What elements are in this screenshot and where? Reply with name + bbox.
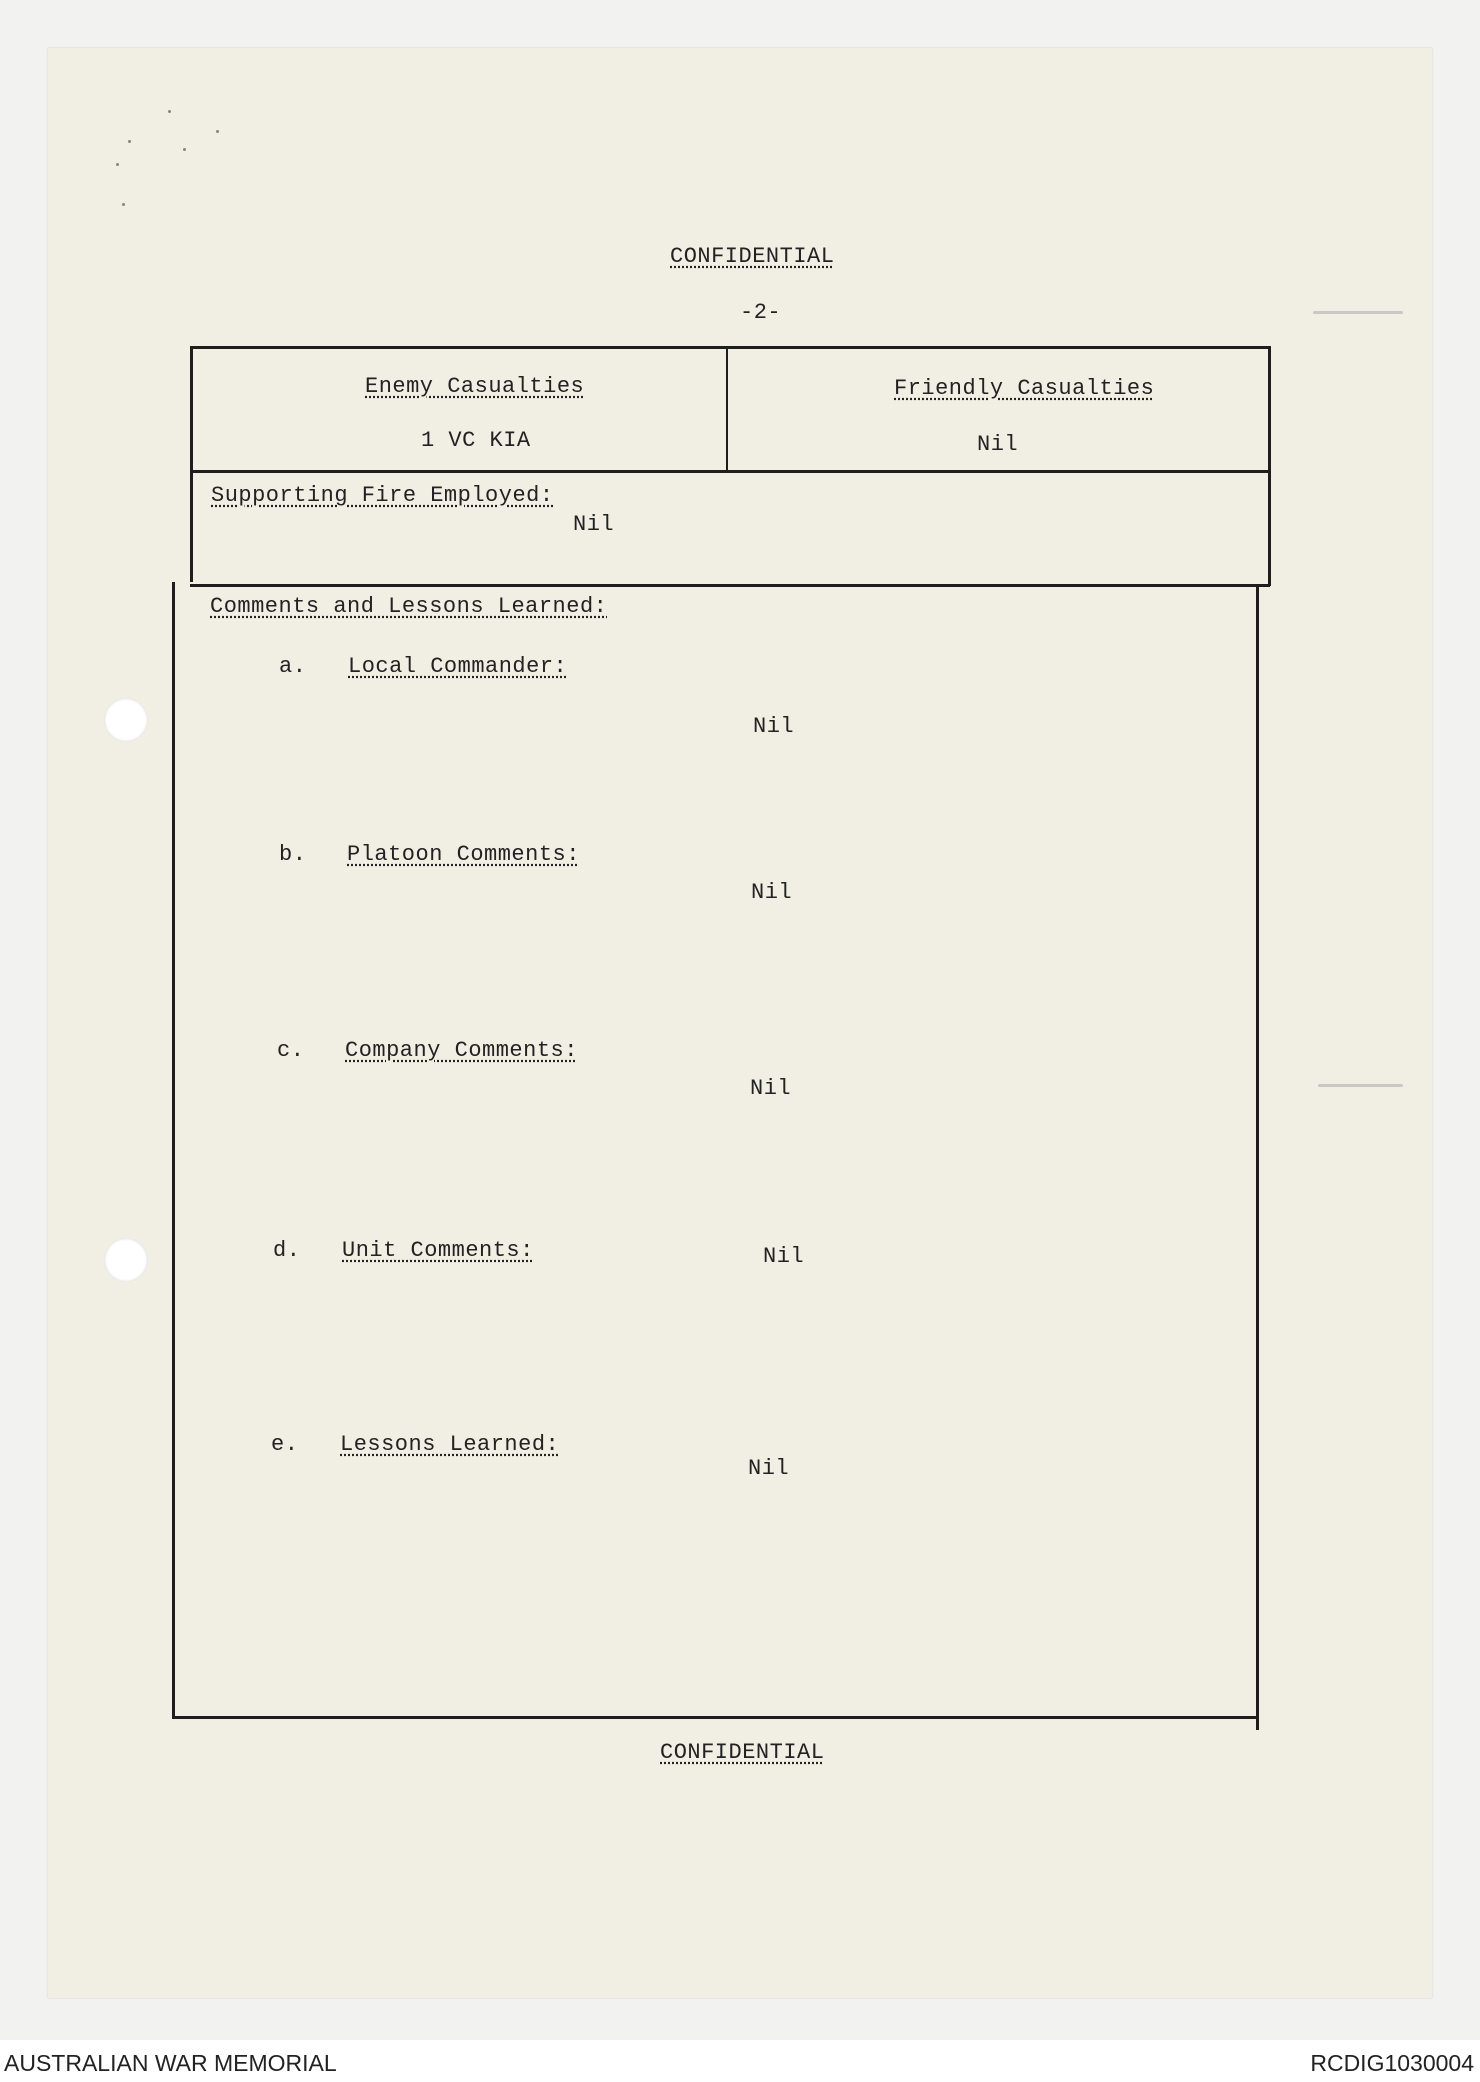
table-bottom-border: [172, 1716, 1259, 1719]
company-comments-value: Nil: [750, 1076, 792, 1101]
document-page: [48, 48, 1432, 1998]
table-left-border-lower: [172, 582, 175, 1718]
enemy-casualties-value: 1 VC KIA: [421, 428, 531, 453]
paper-speck: [116, 163, 119, 166]
supporting-fire-row-bottom: [190, 584, 1270, 587]
paper-speck: [168, 110, 171, 113]
lessons-learned-label: Lessons Learned:: [340, 1432, 560, 1457]
archive-credit-right: RCDIG1030004: [1310, 2050, 1474, 2076]
punch-hole-top: [104, 698, 148, 742]
table-right-border: [1268, 346, 1271, 586]
classification-header: CONFIDENTIAL: [670, 244, 835, 269]
local-commander-value: Nil: [753, 714, 795, 739]
enemy-casualties-label: Enemy Casualties: [365, 374, 585, 399]
item-letter-c: c.: [277, 1038, 305, 1063]
paper-speck: [183, 148, 186, 151]
page-number: -2-: [740, 300, 782, 325]
platoon-comments-label: Platoon Comments:: [347, 842, 580, 867]
supporting-fire-value: Nil: [573, 512, 615, 537]
paper-speck: [216, 130, 219, 133]
comments-heading: Comments and Lessons Learned:: [210, 594, 608, 619]
supporting-fire-label: Supporting Fire Employed:: [211, 483, 554, 508]
unit-comments-value: Nil: [763, 1244, 805, 1269]
archive-credit-left: AUSTRALIAN WAR MEMORIAL: [4, 2050, 337, 2076]
local-commander-label: Local Commander:: [348, 654, 568, 679]
item-letter-d: d.: [273, 1238, 301, 1263]
casualties-column-divider: [726, 346, 728, 470]
scan-mark-top: [1313, 311, 1403, 314]
table-left-border: [190, 346, 193, 582]
friendly-casualties-value: Nil: [977, 432, 1019, 457]
platoon-comments-value: Nil: [751, 880, 793, 905]
friendly-casualties-label: Friendly Casualties: [894, 376, 1155, 401]
unit-comments-label: Unit Comments:: [342, 1238, 534, 1263]
item-letter-b: b.: [279, 842, 307, 867]
table-top-border: [193, 346, 1270, 349]
casualties-row-bottom: [190, 470, 1270, 473]
punch-hole-bottom: [104, 1238, 148, 1282]
scan-mark-bottom: [1318, 1084, 1403, 1087]
paper-speck: [128, 140, 131, 143]
company-comments-label: Company Comments:: [345, 1038, 578, 1063]
table-right-border-lower: [1256, 586, 1259, 1730]
lessons-learned-value: Nil: [748, 1456, 790, 1481]
item-letter-e: e.: [271, 1432, 299, 1457]
classification-footer: CONFIDENTIAL: [660, 1740, 825, 1765]
paper-speck: [122, 203, 125, 206]
item-letter-a: a.: [279, 654, 307, 679]
